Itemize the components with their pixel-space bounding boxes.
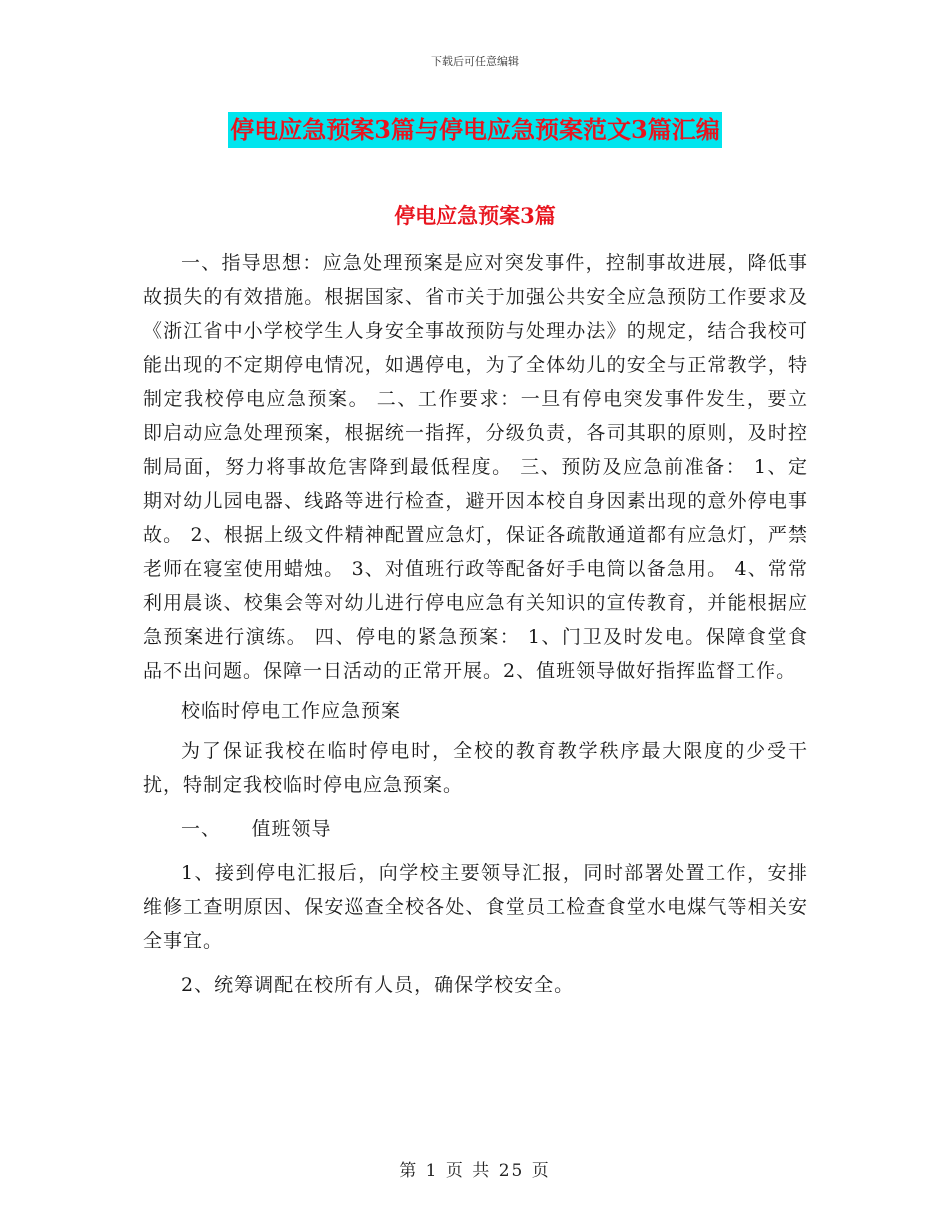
document-body xyxy=(143,246,808,1002)
paragraph-purpose: 为了保证我校在临时停电时，全校的教育教学秩序最大限度的少受干扰，特制定我校临时停电应急预案。 xyxy=(143,740,808,796)
header-note: 下载后可任意编辑 xyxy=(431,55,519,68)
paragraph-duty-leader-heading: 一、 值班领导 xyxy=(181,818,332,840)
paragraph-guidelines: 一、指导思想：应急处理预案是应对突发事件，控制事故进展，降低事故损失的有效措施。根据国家、省市关于加强公共安全应急预防工作要求及《浙江省中小学校学生人身安全事故预防与处理办法》的规定，结合我校可能出现的不定期停电情况，如遇停电，为了全体幼儿的安全与正常教学，特制定我校停电应急预案。 二、工作要求：一旦有停电突发事件发生，要立即启动应急处理预案，根据统一指挥，分级负责，各司其职的原则，及时控制局面，努力将事故危害降到最低程度。 三、预防及应急前准备： 1、定期对幼儿园电器、线路等进行检查，避开因本校自身因素出现的意外停电事故。 2、根据上级文件精神配置应急灯，保证各疏散通道都有应急灯，严禁老师在寝室使用蜡烛。 3、对值班行政等配备好手电筒以备急用。 4、常常利用晨谈、校集会等对幼儿进行停电应急有关知识的宣传教育，并能根据应急预案进行演练。 四、停电的紧急预案： 1、门卫及时发电。保障食堂食品不出问题。保障一日活动的正常开展。2、值班领导做好指挥监督工作。 xyxy=(143,252,808,682)
page-footer: 第 1 页 共 25 页 xyxy=(399,1161,551,1181)
paragraph-duty-leader-item-2: 2、统筹调配在校所有人员，确保学校安全。 xyxy=(181,974,575,996)
section-title: 停电应急预案3篇 xyxy=(394,203,556,228)
paragraph-duty-leader-item-1: 1、接到停电汇报后，向学校主要领导汇报，同时部署处置工作，安排维修工查明原因、保安巡查全校各处、食堂员工检查食堂水电煤气等相关安全事宜。 xyxy=(143,862,808,952)
paragraph-subheading: 校临时停电工作应急预案 xyxy=(181,700,402,722)
document-title-wrapper xyxy=(0,112,950,148)
document-title: 停电应急预案3篇与停电应急预案范文3篇汇编 xyxy=(228,112,721,148)
